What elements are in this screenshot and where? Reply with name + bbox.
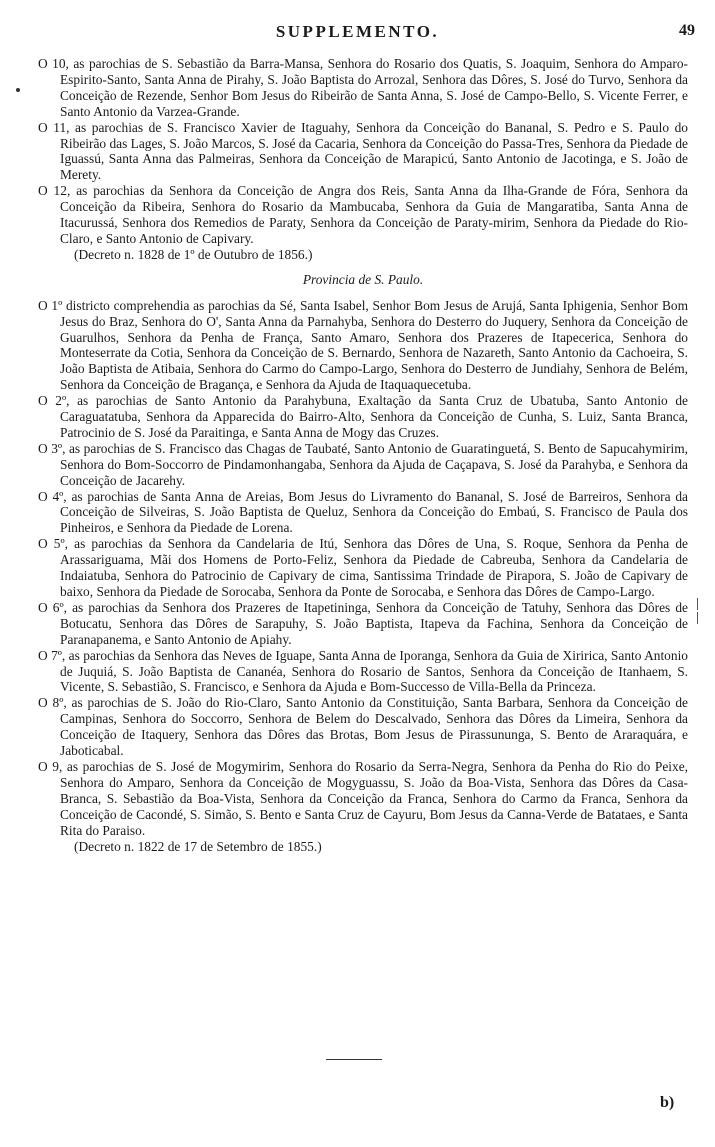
margin-dot-mark bbox=[16, 88, 20, 92]
decree-citation: (Decreto n. 1822 de 17 de Setembro de 1855.) bbox=[74, 838, 322, 854]
margin-edge-mark bbox=[697, 612, 698, 624]
district-paragraph: O 8º, as parochias de S. João do Rio-Claro, Santo Antonio da Constituição, Santa Barbara, Senhora da Conceição de Campinas, Senhora do Soccorro, Senhora de Belem do Descalvado, Senhora das Dôres da Limeira, Senhora da Conceição de Itaquery, Senhora das Dôres das Brotas, Bom Jesus de Pirassununga, S. Bento de Araraquára, e Jaboticabal. bbox=[38, 695, 688, 759]
rio-de-janeiro-districts bbox=[38, 56, 688, 263]
page-number: 49 bbox=[679, 22, 695, 39]
district-paragraph: O 7º, as parochias da Senhora das Neves de Iguape, Santa Anna de Iporanga, Senhora da Guia de Xiririca, Santo Antonio de Juquiá, S. João Baptista de Cananéa, Senhora do Rosario de Santos, Senhora da Conceição de Itanhaem, S. Vicente, S. Sebastião, S. Francisco, e Senhora da Ajuda e Bom-Successo de Villa-Bella da Princeza. bbox=[38, 647, 688, 695]
district-paragraph: O 3º, as parochias de S. Francisco das Chagas de Taubaté, Santo Antonio de Guaratinguetá, S. Bento de Sapucahymirim, Senhora do Bom-Soccorro de Pindamonhangaba, Senhora da Ajuda de Caçapava, S. José da Parahyba, e Senhora da Conceição de Jacarehy. bbox=[38, 440, 688, 488]
district-paragraph: O 9, as parochias de S. José de Mogymirim, Senhora do Rosario da Serra-Negra, Senhora da Penha do Rio do Peixe, Senhora do Amparo, Senhora da Conceição de Mogyguassu, S. João da Boa-Vista, Senhora das Dôres da Casa-Branca, S. Sebastião da Boa-Vista, Senhora da Conceição da Franca, Senhora do Carmo da Franca, Senhora da Conceição de Cacondé, S. Simão, S. Bento e Santa Cruz de Cayuru, Bom Jesus da Canna-Verde de Batataes, e Santa Rita do Paraiso. bbox=[38, 758, 688, 838]
district-paragraph: O 4º, as parochias de Santa Anna de Areias, Bom Jesus do Livramento do Bananal, S. José de Barreiros, Senhora da Conceição de Silveiras, S. João Baptista de Queluz, Senhora da Conceição do Embaú, S. Francisco de Paula dos Pinheiros, e Senhora da Piedade de Lorena. bbox=[38, 488, 688, 536]
page-header bbox=[0, 18, 715, 48]
district-paragraph: O 2º, as parochias de Santo Antonio da Parahybuna, Exaltação da Santa Cruz de Ubatuba, Santo Antonio de Caraguatatuba, Senhora da Apparecida do Bairro-Alto, Senhora da Conceição de Cunha, S. Luiz, Santa Branca, Patrocinio de S. José da Paraitinga, e Santa Anna de Mogy das Cruzes. bbox=[38, 393, 688, 440]
section-divider bbox=[326, 1059, 382, 1060]
district-paragraph: O 11, as parochias de S. Francisco Xavier de Itaguahy, Senhora da Conceição do Bananal, S. Pedro e S. Paulo do Ribeirão das Lages, S. João Marcos, S. José da Cacaria, Senhora da Conceição do Passa-Tres, Senhora da Piedade de Iguassú, Santa Anna das Palmeiras, Senhora da Conceição de Marapicú, Santo Antonio de Jacotinga, e S. João de Merety. bbox=[38, 119, 688, 183]
signature-mark: b) bbox=[660, 1094, 675, 1111]
running-title: SUPPLEMENTO. bbox=[275, 22, 440, 41]
district-paragraph: O 10, as parochias de S. Sebastião da Barra-Mansa, Senhora do Rosario dos Quatis, S. Joaquim, Senhora do Amparo-Espirito-Santo, Santa Anna de Pirahy, S. João Baptista do Arrozal, Senhora das Dôres, S. José do Turvo, Senhora da Conceição de Rezende, Senhor Bom Jesus do Ribeirão de Santa Anna, S. José de Campo-Bello, S. Vicente Ferrer, e Santo Antonio da Varzea-Grande. bbox=[38, 56, 688, 119]
district-paragraph: O 1º districto comprehendia as parochias da Sé, Santa Isabel, Senhor Bom Jesus de Arujá, Santa Iphigenia, Senhor Bom Jesus do Braz, Senhora do O', Santa Anna da Parnahyba, Senhora do Desterro do Juquery, Senhora da Conceição de Guarulhos, Senhora da Penha de França, Santo Amaro, Senhora dos Prazeres de Itapecerica, Senhora do Monteserrate da Cotia, Senhora da Conceição de S. Bernardo, Senhora de Nazareth, Santo Antonio da Cachoeira, S. João Baptista de Atibaia, Senhora do Carmo do Campo-Largo, Senhora do Desterro de Jundiahy, Senhora de Belém, Senhora da Conceição de Bragança, e Senhora da Ajuda de Itaquaquecetuba. bbox=[38, 297, 688, 393]
margin-edge-mark bbox=[697, 598, 698, 610]
sao-paulo-districts bbox=[38, 298, 688, 855]
document-body bbox=[38, 56, 688, 854]
district-paragraph: O 5º, as parochias da Senhora da Candelaria de Itú, Senhora das Dôres de Una, S. Roque, Senhora da Penha de Arassariguama, Mãi dos Homens de Porto-Feliz, Senhora da Piedade de Cabreuba, Senhora da Candelaria de Indaiatuba, Senhora do Patrocinio de Capivary de cima, Santissima Trindade de Pirapora, S. João de Capivary de baixo, Senhora da Piedade de Sorocaba, Senhora da Ponte de Sorocaba, e Senhora das Dôres de Campo-Largo. bbox=[38, 536, 688, 599]
decree-citation: (Decreto n. 1828 de 1º de Outubro de 1856.) bbox=[74, 246, 313, 262]
district-paragraph: O 12, as parochias da Senhora da Conceição de Angra dos Reis, Santa Anna da Ilha-Grande de Fóra, Senhora da Conceição da Ribeira, Senhora do Rosario da Mambucaba, Senhora da Guia de Mangaratiba, Santa Anna de Itacurussá, Senhora dos Remedios de Paraty, Senhora da Conceição de Paraty-mirim, Senhora da Piedade do Rio-Claro, e Santo Antonio de Capivary. bbox=[38, 183, 688, 246]
district-paragraph: O 6º, as parochias da Senhora dos Prazeres de Itapetininga, Senhora da Conceição de Tatuhy, Senhora das Dôres de Botucatu, Senhora das Dôres de Sarapuhy, S. João Baptista, Itapeva da Fachina, Senhora da Conceição de Paranapanema, e Santo Antonio de Apiahy. bbox=[38, 599, 688, 647]
section-heading-sao-paulo: Provincia de S. Paulo. bbox=[302, 271, 424, 287]
